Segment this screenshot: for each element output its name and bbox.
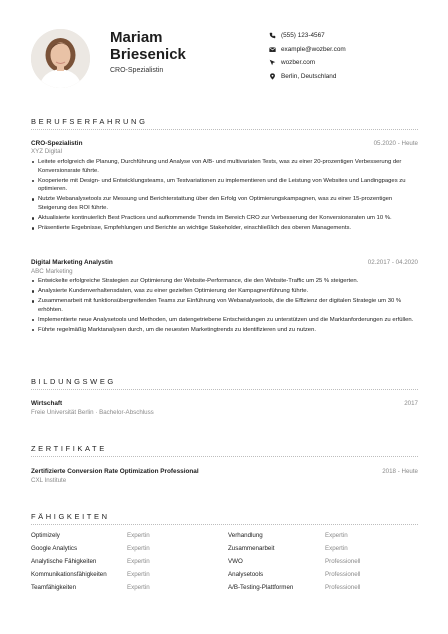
list-item: Leitete erfolgreich die Planung, Durchführung und Analyse von A/B- und multivariaten Tests, was zu einer 20-prozentigen Verbesserung der Konversionsrate führte. [31,158,419,175]
list-item: Entwickelte erfolgreiche Strategien zur Optimierung der Website-Performance, die den Website-Traffic um 25 % steigerten. [31,277,419,286]
contact-email[interactable] [268,43,346,57]
contact-location [268,70,346,84]
skill-level: Expertin [127,571,150,579]
contact-list [268,29,346,83]
skill-name: Google Analytics [31,545,78,553]
skill-name: Teamfähigkeiten [31,584,77,592]
skill-level: Expertin [127,532,150,539]
experience-role: CRO-Spezialistin [31,140,83,147]
skill-level: Expertin [325,545,348,553]
job-title: CRO-Spezialistin [110,67,164,74]
section-title-education: BILDUNGSWEG [31,377,116,386]
section-title-skills: FÄHIGKEITEN [31,512,110,521]
experience-dates: 02.2017 - 04.2020 [367,259,418,266]
first-name: Mariam [110,29,163,46]
resume-header [0,0,448,100]
experience-role: Digital Marketing Analystin [31,259,113,266]
list-item: Analysierte Kundenverhaltensdaten, was zu einer gezielten Optimierung der Kampagnenführung führte. [31,287,419,296]
full-name [110,29,186,63]
skill-name: A/B-Testing-Plattformen [228,584,294,592]
skills-grid [31,532,419,597]
contact-phone[interactable] [268,29,346,43]
last-name: Briesenick [110,46,186,63]
profile-photo [31,29,90,88]
certificate-dates: 2018 - Heute [382,468,418,475]
section-divider [31,524,418,525]
certificate-name: Zertifizierte Conversion Rate Optimization Professional [31,468,199,475]
skill-level: Professionell [325,584,361,592]
skill-row [31,558,419,571]
skill-name: Analytische Fähigkeiten [31,558,97,566]
education-year: 2017 [404,400,418,407]
skill-level: Professionell [325,558,361,566]
experience-bullets [31,277,419,336]
website-text: wozber.com [281,59,316,67]
experience-bullets [31,158,419,234]
education-school: Freie Universität Berlin · Bachelor-Abschluss [31,409,154,416]
list-item: Kooperierte mit Design- und Entwicklungsteams, um Testvariationen zu implementieren und die Leistung von Websites und Landingpages zu optimieren. [31,177,419,194]
list-item: Führte regelmäßig Marktanalysen durch, um die neuesten Marketingtrends zu identifizieren und zu nutzen. [31,326,419,335]
envelope-icon [268,45,277,54]
phone-icon [268,31,277,40]
list-item: Implementierte neue Analysetools und Methoden, um datengetriebene Entscheidungen zu unterstützen und die Marktanforderungen zu erfüllen. [31,316,419,325]
list-item: Präsentierte Ergebnisse, Empfehlungen und Berichte an wichtige Stakeholder, einschließlich des oberen Managements. [31,224,419,233]
section-divider [31,129,418,130]
certificate-issuer: CXL Institute [31,477,67,484]
skill-name: VWO [228,558,243,566]
section-divider [31,456,418,457]
list-item: Nutzte Webanalysetools zur Messung und Berichterstattung über den Erfolg von Optimierungskampagnen, was zu einer 15-prozentigen Steigerung des ROI führte. [31,195,419,212]
experience-dates: 05.2020 - Heute [373,140,418,147]
phone-text: (555) 123-4567 [281,32,325,40]
section-title-experience: BERUFSERFAHRUNG [31,117,148,126]
skill-row [31,545,419,558]
skill-name: Optimizely [31,532,60,539]
experience-company: XYZ Digital [31,148,62,155]
skill-row [31,584,419,597]
skill-name: Verhandlung [228,532,263,539]
skill-name: Kommunikationsfähigkeiten [31,571,107,579]
section-title-certificates: ZERTIFIKATE [31,444,107,453]
list-item: Zusammenarbeit mit funktionsübergreifenden Teams zur Einführung von Webanalysetools, die die Effizienz der digitalen Strategie um 30 % erhöhten. [31,297,419,314]
avatar [31,29,90,88]
cursor-icon [268,58,277,67]
list-item: Aktualisierte kontinuierlich Best Practices und aufkommende Trends im Bereich CRO zur Verbesserung der Konversionsraten um 10 %. [31,214,419,223]
skill-level: Expertin [325,532,348,539]
email-text: example@wozber.com [281,45,346,53]
skill-level: Expertin [127,558,150,566]
skill-name: Analysetools [228,571,264,579]
skill-level: Professionell [325,571,361,579]
education-degree: Wirtschaft [31,400,63,407]
skill-level: Expertin [127,545,150,553]
section-divider [31,389,418,390]
skill-name: Zusammenarbeit [228,545,275,553]
location-text: Berlin, Deutschland [281,72,337,80]
skill-row [31,532,419,545]
skill-row [31,571,419,584]
experience-company: ABC Marketing [31,268,73,275]
skill-level: Expertin [127,584,150,592]
map-pin-icon [268,72,277,81]
contact-website[interactable] [268,56,346,70]
